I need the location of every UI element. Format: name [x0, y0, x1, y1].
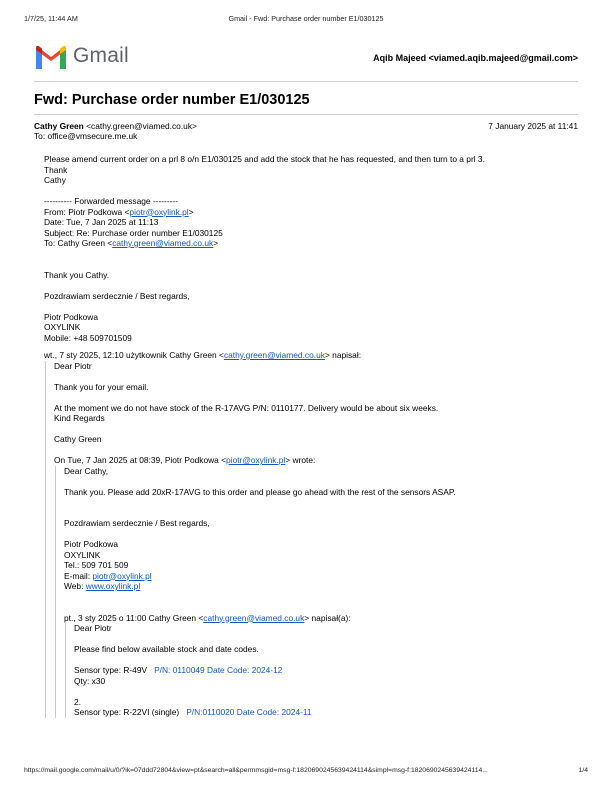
fwd-from-link[interactable]: piotr@oxylink.pl	[129, 206, 189, 217]
sender-name: Cathy Green	[34, 121, 84, 131]
fwd-date: Date: Tue, 7 Jan 2025 at 11:13	[44, 217, 159, 227]
q2-sig-email: E-mail: piotr@oxylink.pl	[64, 570, 152, 581]
gmail-logo-icon	[34, 44, 68, 70]
account-label: Aqib Majeed <viamed.aqib.majeed@gmail.com>	[373, 53, 578, 63]
fwd-subject: Subject: Re: Purchase order number E1/030125	[44, 227, 223, 238]
intro-text: Please amend current order on a prl 8 o/n E1/030125 and add the stock that he has requested, and then turn to a prl 3.	[44, 154, 485, 164]
header-divider	[34, 81, 578, 82]
q2-sig-web: Web: www.oxylink.pl	[64, 581, 141, 591]
subject-divider	[34, 114, 578, 115]
reply2-email-link[interactable]: piotr@oxylink.pl	[226, 455, 286, 465]
thank-you-text: Thank you Cathy.	[44, 269, 110, 280]
sender-line	[34, 121, 578, 131]
q3-sensor-1-qty: Qty: x30	[74, 675, 106, 686]
fwd-to: To: Cathy Green <cathy.green@viamed.co.uk>	[44, 238, 219, 248]
signature-company: OXYLINK	[44, 322, 81, 332]
regards-text: Pozdrawiam serdecznie / Best regards,	[44, 290, 190, 301]
q3-greeting: Dear Piotr	[74, 623, 112, 633]
q1-kind-regards: Kind Regards	[54, 413, 105, 423]
quote-level-2	[55, 466, 580, 718]
fwd-from: From: Piotr Podkowa <piotr@oxylink.pl>	[44, 206, 194, 217]
reply3-header: pt., 3 sty 2025 o 11:00 Cathy Green <cathy.green@viamed.co.uk> napisał(a):	[64, 612, 351, 623]
reply1-header: wt., 7 sty 2025, 12:10 użytkownik Cathy Green <cathy.green@viamed.co.uk> napisał:	[44, 350, 362, 360]
print-header	[24, 14, 588, 26]
q2-web-link[interactable]: www.oxylink.pl	[85, 581, 141, 591]
signoff-text: Cathy	[44, 175, 66, 185]
q3-sensor-2: Sensor type: R-22VI (single) P/N:0110020 Date Code: 2024-11	[74, 707, 312, 717]
quote-level-3	[65, 623, 580, 718]
reply3-email-link[interactable]: cathy.green@viamed.co.uk	[203, 612, 305, 623]
q1-stock-text: At the moment we do not have stock of the R-17AVG P/N: 0110177. Delivery would be about six weeks.	[54, 402, 439, 413]
q3-sensor-2-number: 2.	[74, 696, 81, 707]
print-url: https://mail.google.com/mail/u/0/?ik=07ddd72804&view=pt&search=all&permmsgid=msg-f:1820690245639424114&simpl=msg-f:1820690245639424114...	[24, 767, 488, 774]
q2-sig-name: Piotr Podkowa	[64, 539, 118, 549]
q3-sensor-1: Sensor type: R-49V P/N: 0110049 Date Code: 2024-12	[74, 665, 283, 675]
sent-date: 7 January 2025 at 11:41	[488, 121, 578, 131]
thanks-text: Thank	[44, 164, 68, 175]
print-page-title: Gmail - Fwd: Purchase order number E1/030125	[228, 14, 384, 23]
q1-name: Cathy Green	[54, 434, 102, 444]
recipient-line: To: office@vmsecure.me.uk	[34, 131, 138, 141]
q1-thanks: Thank you for your email.	[54, 381, 149, 392]
q3-intro: Please find below available stock and date codes.	[74, 644, 259, 654]
email-subject: Fwd: Purchase order number E1/030125	[34, 92, 310, 108]
reply2-header: On Tue, 7 Jan 2025 at 08:39, Piotr Podkowa <piotr@oxylink.pl> wrote:	[54, 455, 316, 465]
email-body	[44, 154, 580, 718]
quote-level-1	[45, 361, 580, 718]
q2-greeting: Dear Cathy,	[64, 465, 109, 476]
signature-mobile: Mobile: +48 509701509	[44, 332, 132, 343]
q1-greeting: Dear Piotr	[54, 360, 92, 371]
q2-regards: Pozdrawiam serdecznie / Best regards,	[64, 518, 210, 528]
forwarded-header: ---------- Forwarded message ---------	[44, 196, 178, 206]
q2-sig-company: OXYLINK	[64, 549, 101, 560]
q2-sig-tel: Tel.: 509 701 509	[64, 560, 129, 570]
fwd-to-link[interactable]: cathy.green@viamed.co.uk	[112, 238, 214, 248]
gmail-wordmark: Gmail	[73, 44, 129, 67]
q2-email-link[interactable]: piotr@oxylink.pl	[92, 570, 152, 581]
reply1-email-link[interactable]: cathy.green@viamed.co.uk	[223, 350, 325, 360]
q2-request: Thank you. Please add 20xR-17AVG to this order and please go ahead with the rest of the sensors ASAP.	[64, 486, 456, 497]
print-datetime: 1/7/25, 11:44 AM	[24, 14, 78, 23]
page-number: 1/4	[578, 767, 588, 774]
signature-name: Piotr Podkowa	[44, 311, 98, 322]
sender-email: <cathy.green@viamed.co.uk>	[86, 121, 197, 131]
